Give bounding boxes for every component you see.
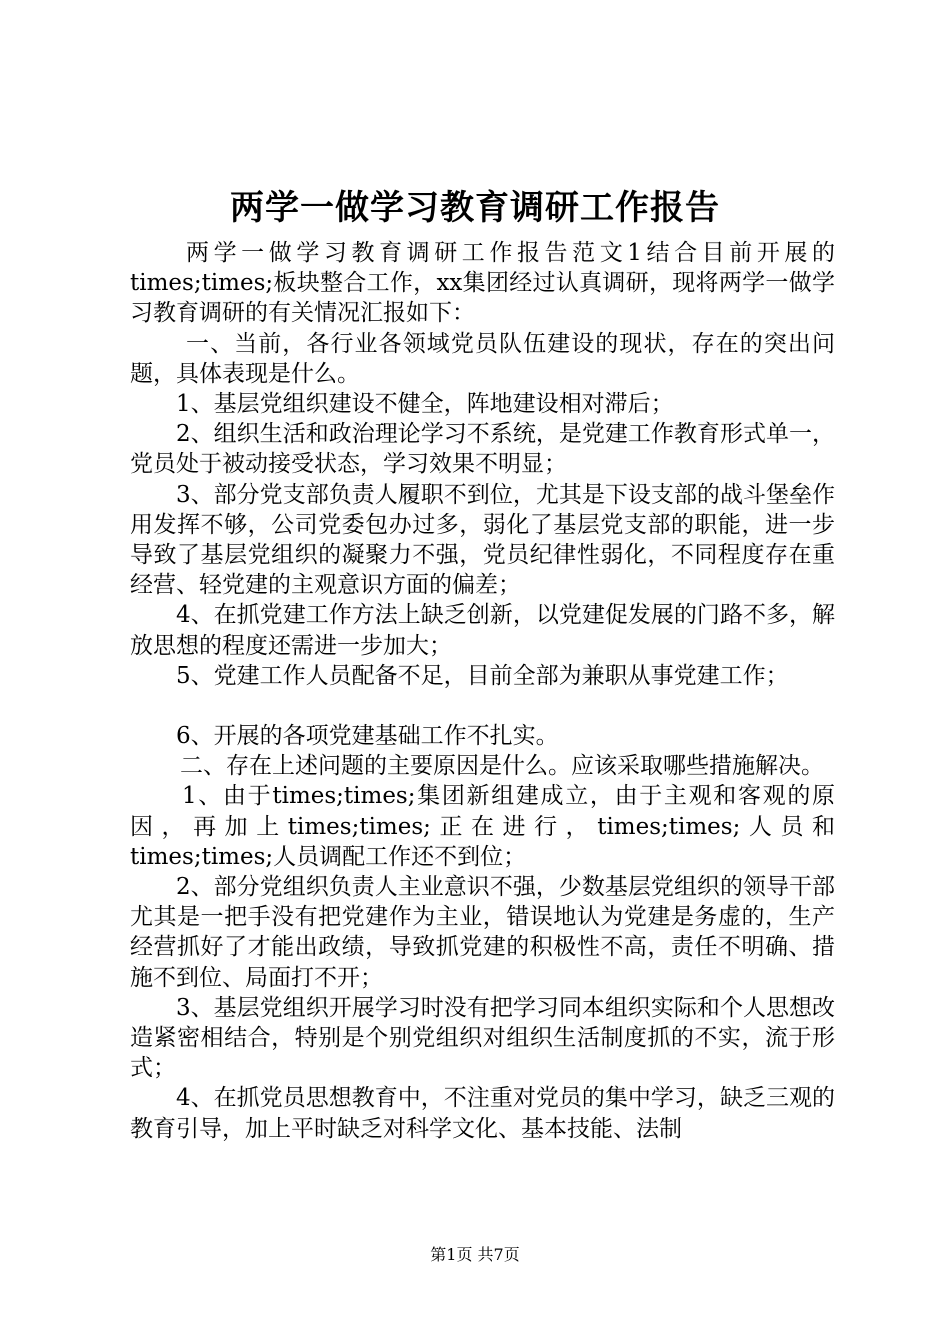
list-item: 4、在抓党员思想教育中，不注重对党员的集中学习，缺乏三观的教育引导，加上平时缺乏对科学文化、基本技能、法制 [130, 1085, 835, 1142]
list-item: 3、基层党组织开展学习时没有把学习同本组织实际和个人思想改造紧密相结合，特别是个别党组织对组织生活制度抓的不实，流于形式； [130, 994, 835, 1082]
list-item: 2、组织生活和政治理论学习不系统，是党建工作教育形式单一，党员处于被动接受状态，学习效果不明显； [130, 421, 835, 478]
section-heading-1: 一、当前，各行业各领域党员队伍建设的现状，存在的突出问题，具体表现是什么。 [130, 330, 835, 387]
intro-paragraph: 两学一做学习教育调研工作报告范文1结合目前开展的times;times;板块整合工作，xx集团经过认真调研，现将两学一做学习教育调研的有关情况汇报如下： [130, 240, 835, 327]
list-item: 2、部分党组织负责人主业意识不强，少数基层党组织的领导干部尤其是一把手没有把党建作为主业，错误地认为党建是务虚的，生产经营抓好了才能出政绩，导致抓党建的积极性不高，责任不明确、措施不到位、局面打不开； [130, 874, 835, 991]
page-footer: 第1页 共7页 [430, 1245, 520, 1264]
list-item: 1、基层党组织建设不健全，阵地建设相对滞后； [176, 391, 674, 418]
document-title: 两学一做学习教育调研工作报告 [230, 188, 720, 228]
list-item: 4、在抓党建工作方法上缺乏创新，以党建促发展的门路不多，解放思想的程度还需进一步加大； [130, 602, 835, 659]
list-item: 6、开展的各项党建基础工作不扎实。 [176, 723, 559, 750]
list-item: 5、党建工作人员配备不足，目前全部为兼职从事党建工作； [176, 662, 789, 689]
document-body [130, 238, 835, 1144]
section-heading-2: 二、存在上述问题的主要原因是什么。应该采取哪些措施解决。 [180, 753, 824, 780]
list-item: 1、由于times;times;集团新组建成立，由于主观和客观的原因，再加上times;times;正在进行，times;times;人员和times;times;人员调配工作还不到位； [130, 783, 835, 870]
list-item: 3、部分党支部负责人履职不到位，尤其是下设支部的战斗堡垒作用发挥不够，公司党委包办过多，弱化了基层党支部的职能，进一步导致了基层党组织的凝聚力不强，党员纪律性弱化，不同程度存在重经营、轻党建的主观意识方面的偏差； [130, 481, 835, 599]
